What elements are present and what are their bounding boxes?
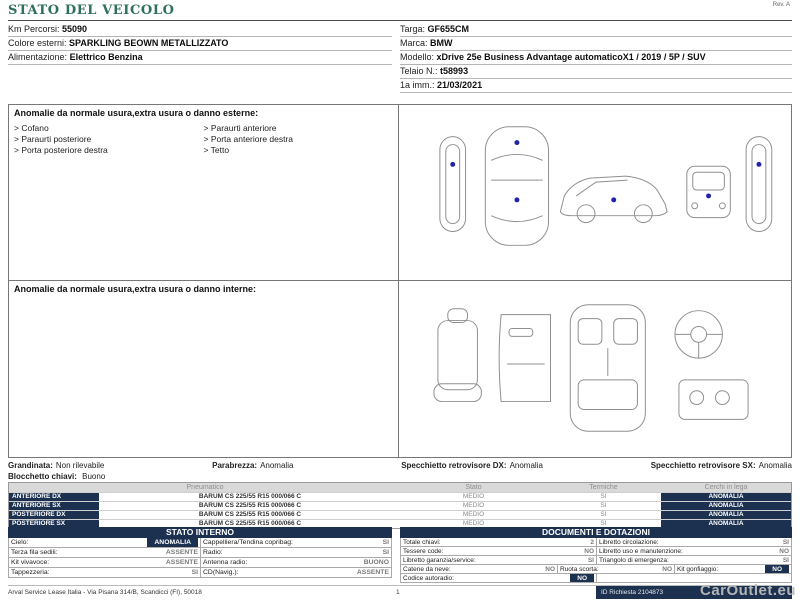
cell-label: Catene da neve: [403, 566, 451, 573]
cell-label: Libretto uso e manutenzione: [599, 548, 683, 555]
damage-sections [8, 104, 792, 458]
cell-value: SI [587, 557, 594, 564]
summary-row-1 [8, 461, 792, 470]
summary-value: Anomalia [260, 461, 294, 470]
tyre-position: ANTERIORE SX [9, 502, 99, 510]
cell [401, 565, 557, 573]
tyre-spec: BARUM CS 225/55 R15 000/066 C [198, 520, 302, 527]
field-alimentazione [8, 51, 392, 65]
footer-company: Arval Service Lease Italia - Via Pisana 314/B, Scandicci (FI), 50018 [8, 589, 202, 596]
cell-value: SI [382, 539, 389, 546]
title-divider [8, 20, 792, 21]
exterior-car-diagram-svg [401, 109, 783, 271]
cell-value: SI [191, 569, 198, 576]
field-label: Telaio N.: [400, 66, 438, 76]
interior-damage-list [9, 281, 399, 457]
cell-label: Cielo: [11, 539, 29, 546]
damage-item: > Paraurti posteriore [14, 134, 204, 144]
footer-request-id: ID Richiesta 2104873 [596, 586, 792, 599]
field-label: Modello: [400, 52, 435, 62]
tyre-row [9, 492, 791, 501]
cell-label: CD(Navig.): [203, 569, 239, 576]
field-targa [400, 23, 792, 37]
tyre-state: MEDIO [462, 511, 485, 518]
exterior-items [14, 122, 393, 156]
cell-label: Ruota scorta: [560, 566, 599, 573]
cell [200, 548, 391, 557]
cell-label: Kit gonfiaggio: [677, 566, 719, 573]
summary-item [212, 461, 293, 470]
cell [401, 538, 596, 546]
tyre-thermal: SI [600, 520, 607, 527]
field-label: Km Percorsi: [8, 24, 60, 34]
tyre-position: ANTERIORE DX [9, 493, 99, 501]
summary-row-2 [8, 472, 792, 481]
exterior-items-col2 [204, 122, 394, 156]
cell [200, 538, 391, 547]
tyre-table-header [9, 483, 791, 492]
column-header-pneumatico: Pneumatico [186, 484, 224, 491]
field-value: GF655CM [427, 24, 470, 34]
tyre-rim-state: ANOMALIA [661, 520, 791, 528]
stato-interno-row [8, 538, 392, 548]
exterior-damage-list [9, 105, 399, 280]
cell-value: ASSENTE [165, 559, 198, 566]
summary-item [401, 461, 543, 470]
cell [596, 556, 791, 564]
field-label: Marca: [400, 38, 428, 48]
cell [9, 568, 200, 577]
cell-value: ANOMALIA [147, 538, 198, 547]
field-value: t58993 [440, 66, 469, 76]
stato-interno-row [8, 558, 392, 568]
cell-label: Triangolo di emergenza: [599, 557, 669, 564]
cell-value: SI [782, 539, 789, 546]
page-title: STATO DEL VEICOLO [8, 3, 175, 18]
documenti-row [400, 547, 792, 556]
cell-value: NO [584, 548, 594, 555]
field-immatricolazione [400, 79, 792, 93]
column-header-cerchi: Cerchi in lega [704, 484, 748, 491]
interior-damage-section [9, 281, 791, 457]
exterior-damage-section [9, 105, 791, 281]
summary-value: Buono [82, 472, 106, 481]
exterior-diagram-pane [399, 105, 791, 280]
vehicle-info-right [400, 23, 792, 93]
tyre-state: MEDIO [462, 502, 485, 509]
cell-value: NO [570, 574, 594, 582]
summary-item [8, 461, 104, 470]
summary-label: Grandinata: [8, 461, 53, 470]
cell-value: ASSENTE [356, 569, 389, 576]
field-value: BMW [430, 38, 453, 48]
summary-label: Parabrezza: [212, 461, 258, 470]
tyre-spec: BARUM CS 225/55 R15 000/066 C [198, 502, 302, 509]
tyre-rim-state: ANOMALIA [661, 502, 791, 510]
field-label: 1a imm.: [400, 80, 435, 90]
cell-label: Totale chiavi: [403, 539, 441, 546]
cell-label: Libretto garanzia/service: [403, 557, 476, 564]
cell [9, 538, 200, 547]
tyre-position: POSTERIORE SX [9, 520, 99, 528]
cell-label: Tappezzeria: [11, 569, 50, 576]
tyre-row [9, 501, 791, 510]
stato-interno-row [8, 548, 392, 558]
footer-page-number: 1 [396, 589, 400, 596]
cell [401, 574, 596, 582]
tyre-thermal: SI [600, 493, 607, 500]
cell-label: Cappelliera/Tendina copribag: [203, 539, 293, 546]
tyre-rim-state: ANOMALIA [661, 511, 791, 519]
documenti-title: DOCUMENTI E DOTAZIONI [400, 527, 792, 538]
tyre-row [9, 510, 791, 519]
cell-value: NO [779, 548, 789, 555]
cell-label: Kit vivavoce: [11, 559, 50, 566]
caroutlet-watermark: CarOutlet.eu [699, 582, 796, 599]
cell [401, 547, 596, 555]
cell-value: SI [782, 557, 789, 564]
interior-car-diagram-svg [401, 285, 783, 447]
cell-value: NO [545, 566, 555, 573]
field-km [8, 23, 392, 37]
documenti-row [400, 556, 792, 565]
interior-diagram-pane [399, 281, 791, 457]
summary-label: Blocchetto chiavi: [8, 472, 77, 481]
documenti-row [400, 565, 792, 574]
summary-value: Non rilevabile [55, 461, 105, 470]
cell-label: Tessere code: [403, 548, 444, 555]
cell-label: Terza fila sedili: [11, 549, 58, 556]
cell [596, 547, 791, 555]
cell-value: ASSENTE [165, 549, 198, 556]
cell [401, 556, 596, 564]
vehicle-info-left [8, 23, 392, 93]
cell [596, 574, 791, 582]
field-value: SPARKLING BEOWN METALLIZZATO [69, 38, 229, 48]
exterior-damage-dots [450, 140, 761, 202]
tyre-spec: BARUM CS 225/55 R15 000/066 C [198, 493, 302, 500]
field-value: 21/03/2021 [437, 80, 483, 90]
cell [200, 568, 391, 577]
cell-label: Libretto circolazione: [599, 539, 659, 546]
field-modello [400, 51, 792, 65]
damage-item: > Cofano [14, 123, 204, 133]
tyre-state: MEDIO [462, 493, 485, 500]
cell-label: Codice autoradio: [403, 575, 454, 582]
cell [9, 548, 200, 557]
condition-summary [8, 461, 792, 481]
exterior-items-col1 [14, 122, 204, 156]
summary-item [651, 461, 792, 470]
cell [9, 558, 200, 567]
cell-label: Radio: [203, 549, 223, 556]
vehicle-info [8, 23, 792, 93]
bottom-tables [8, 527, 792, 583]
cell [557, 565, 674, 573]
documenti-row [400, 538, 792, 547]
tyre-table [8, 482, 792, 529]
summary-value: Anomalia [758, 461, 792, 470]
field-telaio [400, 65, 792, 79]
tyre-thermal: SI [600, 502, 607, 509]
field-value: Elettrico Benzina [69, 52, 143, 62]
exterior-heading: Anomalie da normale usura,extra usura o danno esterne: [14, 108, 259, 118]
stato-interno-table [8, 527, 392, 583]
summary-label: Specchietto retrovisore DX: [401, 461, 507, 470]
damage-item: > Porta anteriore destra [204, 134, 394, 144]
summary-label: Specchietto retrovisore SX: [650, 461, 756, 470]
field-label: Alimentazione: [8, 52, 68, 62]
tyre-rim-state: ANOMALIA [661, 493, 791, 501]
summary-value: Anomalia [509, 461, 543, 470]
field-label: Targa: [400, 24, 426, 34]
tyre-position: POSTERIORE DX [9, 511, 99, 519]
field-marca [400, 37, 792, 51]
cell-value: BUONO [363, 559, 389, 566]
revision-label: Rev. A [772, 2, 790, 8]
stato-interno-row [8, 568, 392, 578]
field-label: Colore esterni: [8, 38, 67, 48]
cell [674, 565, 791, 573]
cell-value: SI [382, 549, 389, 556]
cell-value: NO [765, 565, 789, 573]
tyre-spec: BARUM CS 225/55 R15 000/066 C [198, 511, 302, 518]
cell [200, 558, 391, 567]
interior-heading: Anomalie da normale usura,extra usura o danno interne: [14, 284, 257, 294]
tyre-thermal: SI [600, 511, 607, 518]
cell-value: 2 [590, 539, 594, 546]
column-header-stato: Stato [465, 484, 482, 491]
damage-item: > Porta posteriore destra [14, 145, 204, 155]
tyre-state: MEDIO [462, 520, 485, 527]
damage-item: > Tetto [204, 145, 394, 155]
cell-label: Antenna radio: [203, 559, 248, 566]
field-colore [8, 37, 392, 51]
damage-item: > Paraurti anteriore [204, 123, 394, 133]
stato-interno-title: STATO INTERNO [8, 527, 392, 538]
field-value: xDrive 25e Business Advantage automaticoX1 / 2019 / 5P / SUV [436, 52, 706, 62]
column-header-termiche: Termiche [589, 484, 618, 491]
cell-value: NO [662, 566, 672, 573]
field-value: 55090 [62, 24, 88, 34]
cell [596, 538, 791, 546]
documenti-table [400, 527, 792, 583]
